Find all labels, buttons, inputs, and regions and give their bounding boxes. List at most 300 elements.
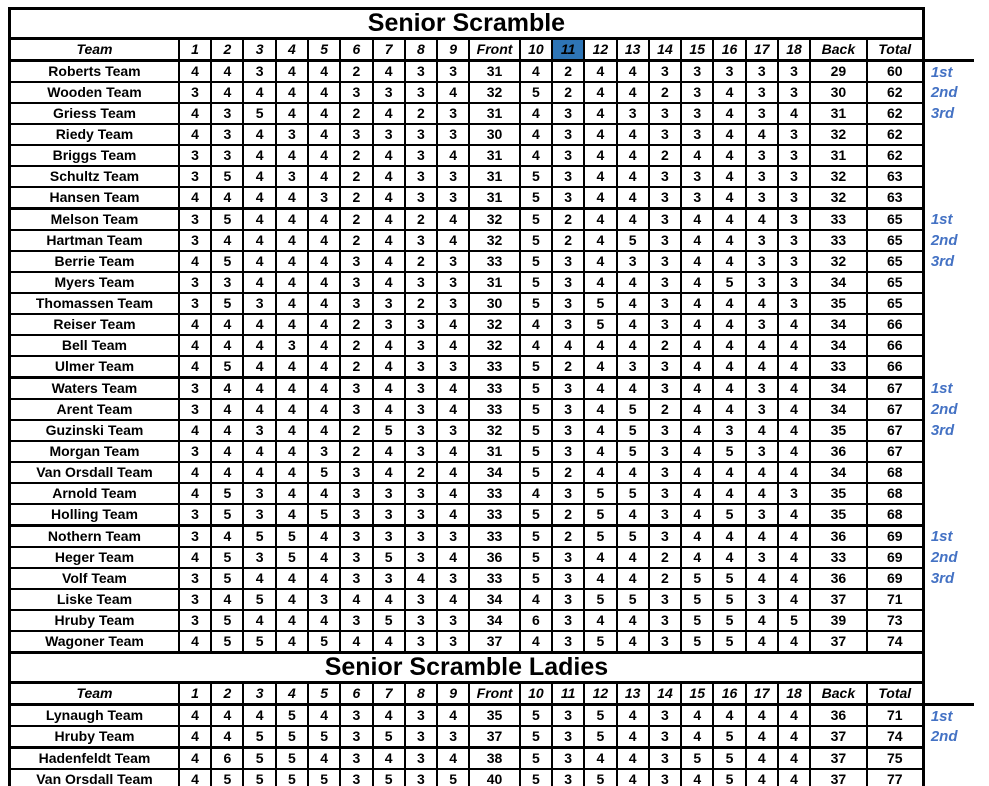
hole-score-cell: 5 [681,631,713,653]
front-total-cell: 31 [469,441,519,462]
total-score-cell: 63 [867,166,924,187]
hole-score-cell: 4 [243,230,275,251]
hole-score-cell: 3 [243,420,275,441]
hole-score-cell: 3 [746,251,778,272]
hole-score-cell: 4 [746,209,778,231]
team-name-cell: Wooden Team [10,82,179,103]
hole-score-cell: 4 [778,705,810,727]
hole-score-cell: 4 [713,705,745,727]
hole-score-cell: 4 [617,726,649,748]
hole-score-cell: 3 [179,441,211,462]
total-score-cell: 65 [867,272,924,293]
total-score-cell: 67 [867,420,924,441]
hole-score-cell: 4 [308,82,340,103]
hole-score-cell: 4 [713,82,745,103]
rank-badge [923,589,974,610]
hole-score-cell: 5 [243,769,275,786]
rank-badge [923,335,974,356]
total-score-cell: 66 [867,356,924,378]
hole-score-cell: 4 [179,726,211,748]
hole-score-cell: 3 [437,124,469,145]
hole-score-cell: 3 [552,251,584,272]
hole-score-cell: 5 [713,441,745,462]
hole-score-cell: 2 [552,82,584,103]
rank-badge: 1st [930,707,953,725]
hole-score-cell: 4 [778,462,810,483]
hole-score-cell: 5 [617,399,649,420]
team-row [10,547,975,568]
hole-score-cell: 3 [405,356,437,378]
back-total-cell: 36 [810,441,866,462]
hole-score-cell: 3 [778,272,810,293]
hole-score-cell: 3 [552,726,584,748]
team-name-cell: Hansen Team [10,187,179,209]
hole-score-cell: 5 [308,631,340,653]
rank-badge: 1st [930,379,953,397]
team-name-cell: Liske Team [10,589,179,610]
total-score-cell: 77 [867,769,924,786]
hole-score-cell: 4 [584,356,616,378]
back-total-cell: 37 [810,631,866,653]
hole-score-cell: 5 [520,251,552,272]
back-total-cell: 37 [810,769,866,786]
hole-score-cell: 4 [584,610,616,631]
hole-score-cell: 4 [778,769,810,786]
hole-score-cell: 4 [520,483,552,504]
rank-badge [923,145,974,166]
team-row [10,378,975,400]
hole-score-cell: 5 [520,272,552,293]
hole-score-cell: 4 [276,293,308,314]
front-total-cell: 32 [469,335,519,356]
total-score-cell: 68 [867,483,924,504]
hole-score-cell: 5 [520,209,552,231]
hole-column-header: 10 [520,39,552,61]
hole-score-cell: 3 [552,610,584,631]
hole-score-cell: 4 [308,610,340,631]
team-name-cell: Hruby Team [10,610,179,631]
hole-score-cell: 4 [617,462,649,483]
total-score-cell: 71 [867,705,924,727]
hole-score-cell: 5 [211,209,243,231]
front-total-cell: 31 [469,145,519,166]
hole-score-cell: 3 [340,726,372,748]
hole-score-cell: 3 [373,504,405,526]
hole-column-header: 16 [713,683,745,705]
hole-score-cell: 3 [649,526,681,548]
hole-score-cell: 4 [405,568,437,589]
hole-score-cell: 5 [520,420,552,441]
hole-score-cell: 4 [437,705,469,727]
hole-score-cell: 4 [308,314,340,335]
hole-score-cell: 4 [778,631,810,653]
hole-score-cell: 3 [437,293,469,314]
hole-score-cell: 4 [373,335,405,356]
hole-score-cell: 4 [778,356,810,378]
hole-score-cell: 2 [649,335,681,356]
hole-score-cell: 4 [617,82,649,103]
hole-score-cell: 4 [373,748,405,770]
hole-score-cell: 5 [276,526,308,548]
hole-score-cell: 5 [276,726,308,748]
hole-score-cell: 4 [681,504,713,526]
total-score-cell: 62 [867,103,924,124]
front-total-cell: 34 [469,589,519,610]
hole-score-cell: 4 [211,441,243,462]
hole-score-cell: 3 [552,166,584,187]
front-total-cell: 33 [469,568,519,589]
hole-score-cell: 5 [778,610,810,631]
team-name-cell: Lynaugh Team [10,705,179,727]
team-row [10,187,975,209]
hole-score-cell: 5 [243,726,275,748]
hole-score-cell: 4 [211,705,243,727]
hole-score-cell: 2 [340,420,372,441]
hole-score-cell: 4 [373,399,405,420]
hole-score-cell: 3 [746,547,778,568]
hole-score-cell: 2 [340,61,372,83]
hole-score-cell: 4 [520,145,552,166]
hole-score-cell: 4 [437,145,469,166]
hole-score-cell: 4 [276,589,308,610]
hole-score-cell: 5 [584,293,616,314]
hole-score-cell: 4 [373,187,405,209]
hole-score-cell: 4 [617,293,649,314]
hole-score-cell: 4 [437,441,469,462]
hole-score-cell: 4 [584,568,616,589]
hole-score-cell: 4 [520,103,552,124]
hole-score-cell: 3 [405,272,437,293]
hole-score-cell: 3 [340,251,372,272]
hole-score-cell: 4 [373,61,405,83]
hole-score-cell: 3 [243,504,275,526]
front-total-cell: 31 [469,61,519,83]
team-name-cell: Reiser Team [10,314,179,335]
hole-score-cell: 3 [405,547,437,568]
front-total-cell: 32 [469,420,519,441]
hole-score-cell: 3 [405,230,437,251]
hole-score-cell: 2 [649,568,681,589]
hole-score-cell: 3 [649,631,681,653]
rank-badge: 1st [930,63,953,81]
back-total-cell: 31 [810,145,866,166]
total-score-cell: 74 [867,726,924,748]
team-row [10,61,975,83]
hole-score-cell: 4 [308,124,340,145]
hole-column-header: 12 [584,39,616,61]
hole-score-cell: 4 [746,356,778,378]
hole-score-cell: 3 [340,124,372,145]
hole-score-cell: 3 [340,610,372,631]
front-total-cell: 35 [469,705,519,727]
hole-score-cell: 5 [520,748,552,770]
hole-score-cell: 5 [584,526,616,548]
hole-score-cell: 4 [373,589,405,610]
hole-score-cell: 4 [713,314,745,335]
hole-score-cell: 3 [552,547,584,568]
team-name-cell: Morgan Team [10,441,179,462]
back-total-cell: 39 [810,610,866,631]
front-column-header: Front [469,683,519,705]
back-total-cell: 34 [810,378,866,400]
team-row [10,441,975,462]
hole-score-cell: 4 [211,399,243,420]
section-title-row [10,9,975,39]
hole-column-header: 7 [373,39,405,61]
front-total-cell: 30 [469,124,519,145]
hole-score-cell: 4 [437,335,469,356]
hole-score-cell: 4 [681,441,713,462]
hole-score-cell: 3 [405,378,437,400]
hole-score-cell: 4 [584,230,616,251]
hole-column-header: 11 [552,683,584,705]
hole-score-cell: 3 [437,631,469,653]
hole-column-header: 17 [746,683,778,705]
hole-score-cell: 5 [211,568,243,589]
hole-score-cell: 2 [552,230,584,251]
front-total-cell: 33 [469,504,519,526]
hole-score-cell: 4 [617,610,649,631]
hole-score-cell: 4 [373,145,405,166]
hole-score-cell: 3 [649,209,681,231]
section-title-row [10,653,975,683]
hole-score-cell: 4 [243,568,275,589]
hole-score-cell: 5 [617,441,649,462]
rank-badge [923,441,974,462]
hole-score-cell: 4 [584,441,616,462]
team-name-cell: Volf Team [10,568,179,589]
hole-score-cell: 4 [617,504,649,526]
hole-score-cell: 4 [243,335,275,356]
hole-column-header: 4 [276,683,308,705]
hole-score-cell: 4 [778,526,810,548]
hole-score-cell: 3 [552,314,584,335]
hole-score-cell: 5 [211,769,243,786]
team-name-cell: Melson Team [10,209,179,231]
hole-score-cell: 4 [746,748,778,770]
total-score-cell: 66 [867,314,924,335]
hole-score-cell: 4 [308,748,340,770]
hole-score-cell: 3 [746,230,778,251]
hole-score-cell: 4 [373,378,405,400]
back-total-cell: 32 [810,187,866,209]
hole-score-cell: 2 [340,356,372,378]
hole-score-cell: 3 [405,610,437,631]
hole-score-cell: 4 [617,124,649,145]
hole-score-cell: 4 [584,166,616,187]
hole-score-cell: 4 [211,420,243,441]
column-header-row [10,683,975,705]
hole-score-cell: 4 [437,504,469,526]
back-total-cell: 35 [810,420,866,441]
back-total-cell: 37 [810,589,866,610]
hole-score-cell: 5 [520,526,552,548]
back-total-cell: 34 [810,462,866,483]
back-total-cell: 32 [810,251,866,272]
hole-score-cell: 3 [746,399,778,420]
team-name-cell: Guzinski Team [10,420,179,441]
team-name-cell: Berrie Team [10,251,179,272]
hole-score-cell: 4 [778,314,810,335]
rank-badge [923,610,974,631]
hole-score-cell: 4 [584,82,616,103]
hole-column-header: 7 [373,683,405,705]
rank-badge: 3rd [930,105,955,122]
hole-score-cell: 4 [373,705,405,727]
hole-score-cell: 4 [179,748,211,770]
hole-score-cell: 3 [552,568,584,589]
hole-score-cell: 4 [617,187,649,209]
hole-score-cell: 3 [211,272,243,293]
hole-score-cell: 4 [713,251,745,272]
hole-score-cell: 3 [437,610,469,631]
hole-score-cell: 4 [617,61,649,83]
hole-score-cell: 5 [520,705,552,727]
hole-score-cell: 4 [179,103,211,124]
hole-score-cell: 4 [713,145,745,166]
hole-score-cell: 2 [405,293,437,314]
hole-score-cell: 3 [340,705,372,727]
hole-score-cell: 3 [649,166,681,187]
hole-score-cell: 3 [211,124,243,145]
hole-score-cell: 5 [243,748,275,770]
back-total-cell: 37 [810,748,866,770]
team-name-cell: Thomassen Team [10,293,179,314]
hole-score-cell: 3 [649,251,681,272]
hole-score-cell: 3 [179,82,211,103]
hole-score-cell: 3 [552,399,584,420]
hole-column-header: 4 [276,39,308,61]
hole-score-cell: 2 [405,209,437,231]
hole-score-cell: 3 [649,124,681,145]
hole-score-cell: 4 [437,748,469,770]
hole-score-cell: 5 [681,589,713,610]
team-row [10,568,975,589]
hole-score-cell: 4 [681,462,713,483]
front-total-cell: 33 [469,251,519,272]
hole-score-cell: 5 [373,726,405,748]
hole-score-cell: 2 [340,187,372,209]
hole-score-cell: 4 [308,272,340,293]
total-score-cell: 69 [867,526,924,548]
hole-score-cell: 4 [308,230,340,251]
back-total-cell: 32 [810,166,866,187]
column-header-row [10,39,975,61]
hole-score-cell: 3 [746,82,778,103]
hole-score-cell: 4 [243,356,275,378]
hole-score-cell: 3 [340,504,372,526]
hole-score-cell: 5 [584,589,616,610]
hole-score-cell: 4 [308,547,340,568]
hole-score-cell: 4 [437,314,469,335]
hole-score-cell: 4 [617,314,649,335]
hole-score-cell: 4 [276,420,308,441]
hole-score-cell: 4 [276,145,308,166]
hole-score-cell: 3 [405,124,437,145]
back-column-header: Back [810,39,866,61]
hole-score-cell: 4 [746,526,778,548]
hole-score-cell: 4 [746,483,778,504]
rank-badge [923,356,974,378]
hole-score-cell: 3 [405,769,437,786]
hole-score-cell: 4 [681,526,713,548]
hole-score-cell: 5 [584,504,616,526]
total-column-header: Total [867,39,924,61]
hole-score-cell: 3 [340,568,372,589]
scoreboard-table [8,7,974,786]
total-score-cell: 62 [867,124,924,145]
hole-score-cell: 4 [276,399,308,420]
hole-score-cell: 4 [746,610,778,631]
hole-score-cell: 4 [617,631,649,653]
front-total-cell: 38 [469,748,519,770]
hole-score-cell: 3 [276,335,308,356]
front-total-cell: 31 [469,272,519,293]
hole-score-cell: 6 [520,610,552,631]
hole-score-cell: 2 [405,103,437,124]
hole-score-cell: 5 [584,483,616,504]
rank-badge: 3rd [930,422,955,439]
hole-score-cell: 3 [276,124,308,145]
team-name-cell: Hruby Team [10,726,179,748]
hole-score-cell: 4 [617,335,649,356]
hole-score-cell: 3 [681,124,713,145]
hole-score-cell: 3 [179,526,211,548]
hole-column-header: 11 [552,39,584,61]
hole-score-cell: 4 [713,124,745,145]
hole-score-cell: 4 [681,483,713,504]
hole-score-cell: 5 [308,769,340,786]
hole-score-cell: 3 [552,272,584,293]
hole-score-cell: 3 [340,483,372,504]
hole-score-cell: 4 [437,230,469,251]
hole-score-cell: 4 [746,462,778,483]
hole-score-cell: 4 [778,103,810,124]
scoreboard-body [10,9,975,786]
hole-score-cell: 4 [584,399,616,420]
hole-score-cell: 3 [649,504,681,526]
hole-score-cell: 4 [276,504,308,526]
hole-score-cell: 3 [405,145,437,166]
hole-score-cell: 4 [746,293,778,314]
hole-score-cell: 5 [713,769,745,786]
hole-score-cell: 3 [778,483,810,504]
hole-score-cell: 3 [179,589,211,610]
hole-score-cell: 4 [713,230,745,251]
hole-score-cell: 3 [649,272,681,293]
rank-spacer [923,9,974,39]
hole-score-cell: 5 [681,748,713,770]
hole-score-cell: 4 [276,568,308,589]
team-row [10,589,975,610]
hole-score-cell: 4 [778,748,810,770]
team-name-cell: Arent Team [10,399,179,420]
hole-score-cell: 4 [243,441,275,462]
back-total-cell: 30 [810,82,866,103]
hole-score-cell: 5 [520,504,552,526]
hole-score-cell: 3 [405,335,437,356]
hole-score-cell: 5 [211,166,243,187]
hole-column-header: 9 [437,39,469,61]
hole-score-cell: 3 [373,483,405,504]
hole-score-cell: 5 [276,705,308,727]
hole-score-cell: 3 [211,103,243,124]
hole-score-cell: 4 [308,705,340,727]
team-name-cell: Myers Team [10,272,179,293]
rank-badge: 2nd [930,232,958,249]
hole-score-cell: 3 [778,166,810,187]
hole-score-cell: 4 [179,124,211,145]
